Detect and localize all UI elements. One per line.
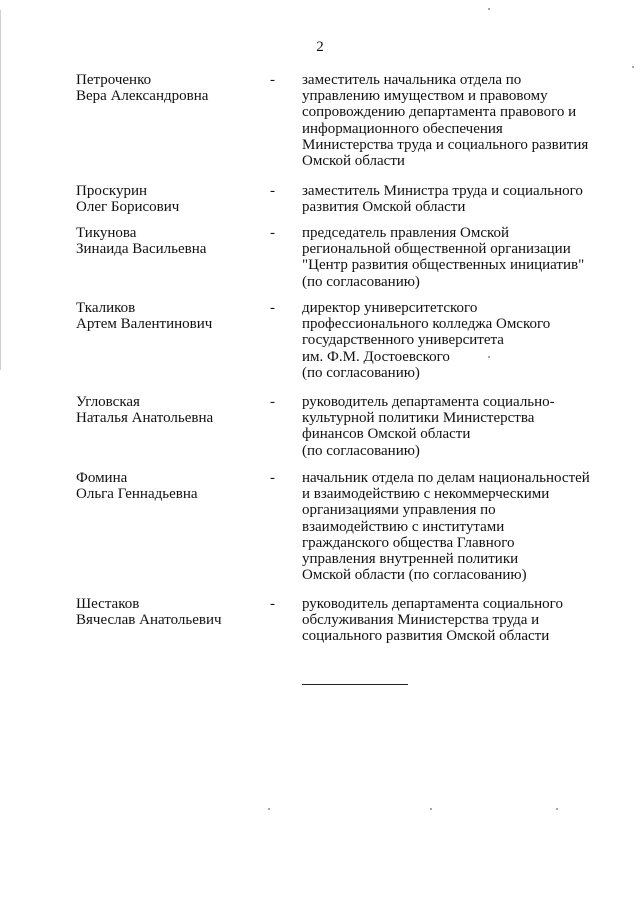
member-role xyxy=(302,72,602,169)
role-line: профессионального колледжа Омского xyxy=(302,316,551,333)
role-line: управления внутренней политики xyxy=(302,551,519,568)
member-surname: Тикунова xyxy=(76,225,137,241)
role-line: государственного университета xyxy=(302,332,504,349)
member-surname: Фомина xyxy=(76,470,128,486)
role-line: развития Омской области xyxy=(302,199,466,216)
role-line: директор университетского xyxy=(302,300,478,316)
role-line: гражданского общества Главного xyxy=(302,534,515,551)
role-line: организациями управления по xyxy=(302,502,496,519)
dash-separator: - xyxy=(270,596,275,612)
member-given-name: Вячеслав Анатольевич xyxy=(76,612,222,629)
member-given-name: Наталья Анатольевна xyxy=(76,410,214,427)
role-line: (по согласованию) xyxy=(302,364,420,381)
member-given-name: Олег Борисович xyxy=(76,199,180,216)
role-line: руководитель департамента социально- xyxy=(302,394,555,410)
member-name xyxy=(76,183,266,215)
member-name xyxy=(76,394,266,426)
dash-separator: - xyxy=(270,72,275,88)
role-line: заместитель начальника отдела по xyxy=(302,72,522,88)
member-role xyxy=(302,470,602,583)
role-line: сопровождению департамента правового и xyxy=(302,104,577,121)
member-surname: Ткаликов xyxy=(76,300,136,316)
dash-separator: - xyxy=(270,394,275,410)
member-given-name: Артем Валентинович xyxy=(76,316,213,333)
member-surname: Петроченко xyxy=(76,72,152,88)
dash-separator: - xyxy=(270,183,275,199)
role-line: им. Ф.М. Достоевского xyxy=(302,348,450,365)
member-role xyxy=(302,394,602,459)
member-name xyxy=(76,470,266,502)
role-line: финансов Омской области xyxy=(302,426,471,443)
role-line: Министерства труда и социального развития xyxy=(302,136,589,153)
dash-separator: - xyxy=(270,225,275,241)
dash-separator: - xyxy=(270,300,275,316)
member-role xyxy=(302,300,602,381)
member-given-name: Ольга Геннадьевна xyxy=(76,486,198,503)
scan-speck xyxy=(556,808,558,810)
member-surname: Угловская xyxy=(76,394,140,410)
member-given-name: Вера Александровна xyxy=(76,88,209,105)
dash-separator: - xyxy=(270,470,275,486)
scan-speck xyxy=(488,8,490,10)
role-line: культурной политики Министерства xyxy=(302,410,535,427)
member-role xyxy=(302,183,602,215)
scan-speck xyxy=(488,356,490,358)
role-line: (по согласованию) xyxy=(302,442,420,459)
role-line: руководитель департамента социального xyxy=(302,596,563,612)
role-line: начальник отдела по делам национальностей xyxy=(302,470,590,486)
member-role xyxy=(302,225,602,290)
member-role xyxy=(302,596,602,645)
role-line: региональной общественной организации xyxy=(302,241,571,258)
role-line: управлению имуществом и правовому xyxy=(302,88,548,105)
scan-speck xyxy=(268,808,270,810)
page-number: 2 xyxy=(316,39,324,55)
role-line: "Центр развития общественных инициатив" xyxy=(302,257,585,274)
member-name xyxy=(76,225,266,257)
role-line: обслуживания Министерства труда и xyxy=(302,612,540,629)
role-line: и взаимодействию с некоммерческими xyxy=(302,486,550,503)
member-name xyxy=(76,596,266,628)
role-line: социального развития Омской области xyxy=(302,628,550,645)
role-line: заместитель Министра труда и социального xyxy=(302,183,583,199)
role-line: председатель правления Омской xyxy=(302,225,510,241)
left-margin-mark xyxy=(0,10,3,370)
member-surname: Проскурин xyxy=(76,183,147,199)
role-line: информационного обеспечения xyxy=(302,120,503,137)
member-surname: Шестаков xyxy=(76,596,140,612)
member-name xyxy=(76,72,266,104)
scan-speck xyxy=(632,66,634,68)
role-line: Омской области (по согласованию) xyxy=(302,567,527,584)
member-name xyxy=(76,300,266,332)
role-line: (по согласованию) xyxy=(302,273,420,290)
role-line: взаимодействию с институтами xyxy=(302,518,505,535)
closing-rule xyxy=(302,684,408,685)
role-line: Омской области xyxy=(302,153,405,170)
scan-speck xyxy=(430,808,432,810)
member-given-name: Зинаида Васильевна xyxy=(76,241,207,258)
